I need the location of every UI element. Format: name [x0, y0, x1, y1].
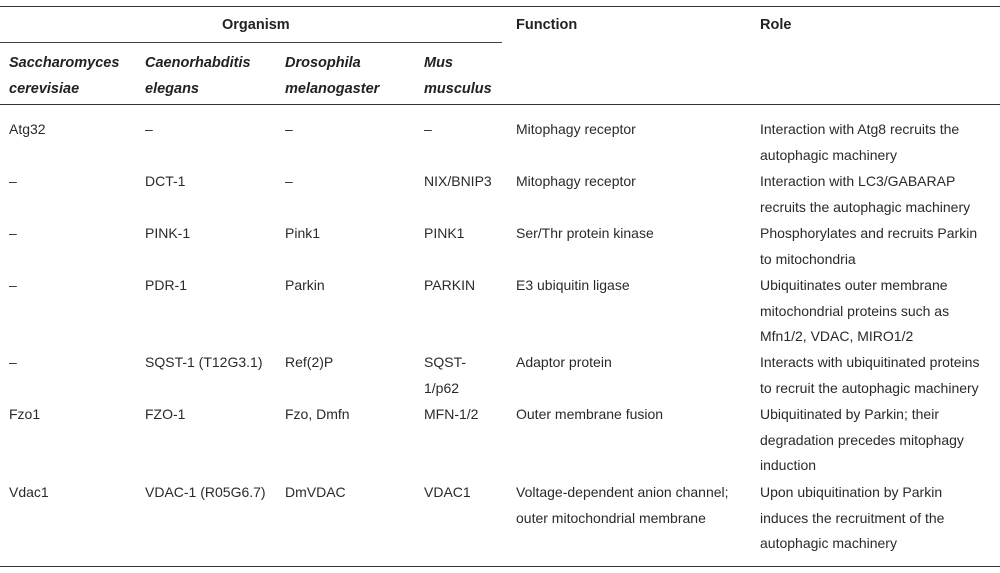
- cell-saccharomyces: –: [9, 225, 17, 241]
- role-column-header: Role: [760, 17, 792, 33]
- cell-role: Phosphorylates and recruits Parkin to mitochondria: [760, 225, 978, 267]
- cell-caenorhabditis: VDAC-1 (R05G6.7): [145, 484, 266, 500]
- cell-drosophila: Ref(2)P: [285, 354, 334, 370]
- cell-mus: SQST- 1/p62: [424, 354, 467, 396]
- cell-role: Interacts with ubiquitinated proteins to recruit the autophagic machinery: [760, 354, 980, 396]
- table-bottom-rule: [0, 566, 1000, 567]
- cell-drosophila: DmVDAC: [285, 484, 346, 500]
- cell-caenorhabditis: PDR-1: [145, 277, 188, 293]
- cell-drosophila: Parkin: [285, 277, 325, 293]
- cell-function: Mitophagy receptor: [516, 173, 636, 189]
- cell-function: E3 ubiquitin ligase: [516, 277, 630, 293]
- cell-caenorhabditis: PINK-1: [145, 225, 191, 241]
- header-caenorhabditis-elegans: Caenorhabditis elegans: [145, 55, 251, 97]
- cell-saccharomyces: –: [9, 354, 17, 370]
- header-bottom-rule: [0, 104, 1000, 105]
- organism-group-rule: [0, 42, 502, 43]
- cell-drosophila: Pink1: [285, 225, 321, 241]
- cell-drosophila: –: [285, 173, 293, 189]
- cell-function: Mitophagy receptor: [516, 121, 636, 137]
- cell-role: Ubiquitinates outer membrane mitochondrial proteins such as Mfn1/2, VDAC, MIRO1/2: [760, 277, 950, 344]
- cell-role: Ubiquitinated by Parkin; their degradation precedes mitophagy induction: [760, 406, 964, 473]
- cell-caenorhabditis: SQST-1 (T12G3.1): [145, 354, 263, 370]
- organism-group-header: Organism: [222, 17, 290, 33]
- cell-mus: VDAC1: [424, 484, 471, 500]
- cell-mus: PINK1: [424, 225, 465, 241]
- cell-mus: PARKIN: [424, 277, 476, 293]
- cell-caenorhabditis: –: [145, 121, 153, 137]
- function-column-header: Function: [516, 17, 578, 33]
- cell-caenorhabditis: FZO-1: [145, 406, 186, 422]
- cell-saccharomyces: Vdac1: [9, 484, 49, 500]
- cell-function: Adaptor protein: [516, 354, 612, 370]
- cell-function: Outer membrane fusion: [516, 406, 664, 422]
- cell-function: Voltage-dependent anion channel; outer mitochondrial membrane: [516, 484, 729, 526]
- cell-role: Upon ubiquitination by Parkin induces the recruitment of the autophagic machinery: [760, 484, 945, 551]
- cell-mus: NIX/BNIP3: [424, 173, 492, 189]
- cell-role: Interaction with LC3/GABARAP recruits the autophagic machinery: [760, 173, 971, 215]
- header-drosophila-melanogaster: Drosophila melanogaster: [285, 55, 380, 97]
- cell-caenorhabditis: DCT-1: [145, 173, 186, 189]
- cell-mus: –: [424, 121, 432, 137]
- table-top-rule: [0, 6, 1000, 7]
- cell-saccharomyces: Atg32: [9, 121, 46, 137]
- cell-drosophila: Fzo, Dmfn: [285, 406, 350, 422]
- cell-role: Interaction with Atg8 recruits the autophagic machinery: [760, 121, 960, 163]
- header-saccharomyces-cerevisiae: Saccharomyces cerevisiae: [9, 55, 120, 97]
- cell-drosophila: –: [285, 121, 293, 137]
- cell-saccharomyces: –: [9, 277, 17, 293]
- cell-saccharomyces: –: [9, 173, 17, 189]
- cell-mus: MFN-1/2: [424, 406, 479, 422]
- cell-saccharomyces: Fzo1: [9, 406, 41, 422]
- cell-function: Ser/Thr protein kinase: [516, 225, 654, 241]
- header-mus-musculus: Mus musculus: [424, 55, 492, 97]
